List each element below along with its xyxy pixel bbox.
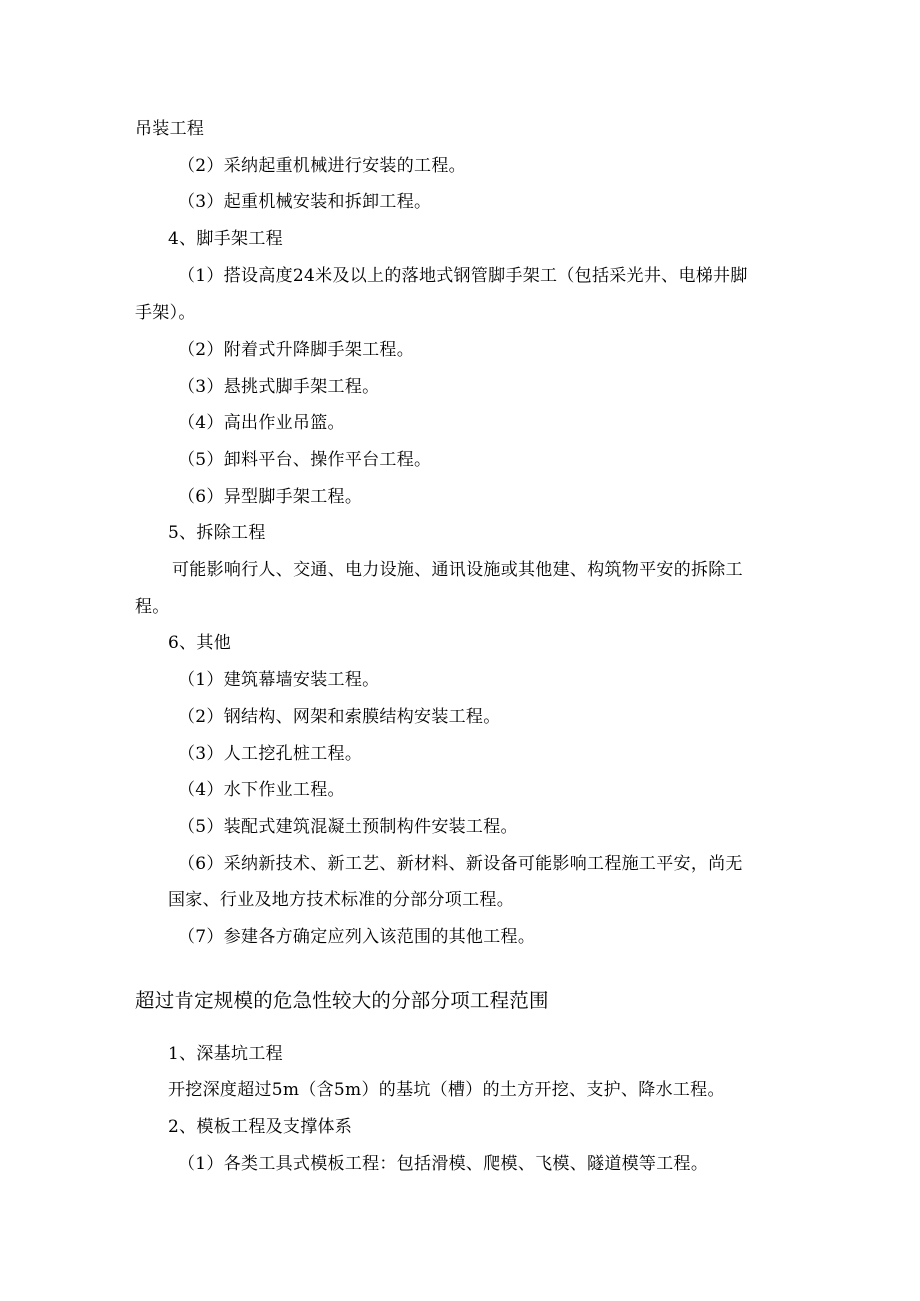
text-line: （3）起重机械安装和拆卸工程。: [178, 192, 432, 212]
text-line: 1、深基坑工程: [168, 1044, 283, 1064]
text-line: 国家、行业及地方技术标准的分部分项工程。: [168, 890, 514, 910]
text-line: 吊装工程: [135, 119, 205, 139]
text-line: （1）各类工具式模板工程：包括滑模、爬模、飞模、隧道模等工程。: [178, 1154, 709, 1174]
text-line: （1）建筑幕墙安装工程。: [178, 670, 380, 690]
text-line: 手架）。: [135, 303, 196, 323]
text-line: （4）高出作业吊篮。: [178, 413, 345, 433]
text-line: （2）钢结构、网架和索膜结构安装工程。: [178, 707, 501, 727]
text-line: （3）悬挑式脚手架工程。: [178, 377, 380, 397]
text-line: （6）异型脚手架工程。: [178, 487, 363, 507]
text-line: （5）装配式建筑混凝土预制构件安装工程。: [178, 817, 518, 837]
text-line: （7）参建各方确定应列入该范围的其他工程。: [178, 927, 536, 947]
text-line: （2）附着式升降脚手架工程。: [178, 340, 415, 360]
text-line: 6、其他: [168, 633, 232, 653]
text-line: 4、脚手架工程: [168, 229, 283, 249]
text-line: （3）人工挖孔桩工程。: [178, 744, 363, 764]
text-line: 程。: [135, 597, 170, 617]
text-line: 开挖深度超过5m（含5m）的基坑（槽）的土方开挖、支护、降水工程。: [168, 1080, 725, 1100]
text-line: （4）水下作业工程。: [178, 780, 345, 800]
text-line: （5）卸料平台、操作平台工程。: [178, 450, 432, 470]
text-line: （1）搭设高度24米及以上的落地式钢管脚手架工（包括采光井、电梯井脚: [178, 266, 748, 286]
text-line: 可能影响行人、交通、电力设施、通讯设施或其他建、构筑物平安的拆除工: [172, 560, 743, 580]
section-heading: 超过肯定规模的危急性较大的分部分项工程范围: [135, 989, 549, 1012]
text-line: 2、模板工程及支撑体系: [168, 1117, 353, 1137]
text-line: （2）采纳起重机械进行安装的工程。: [178, 156, 466, 176]
text-line: （6）采纳新技术、新工艺、新材料、新设备可能影响工程施工平安，尚无: [178, 854, 743, 874]
text-line: 5、拆除工程: [168, 523, 266, 543]
